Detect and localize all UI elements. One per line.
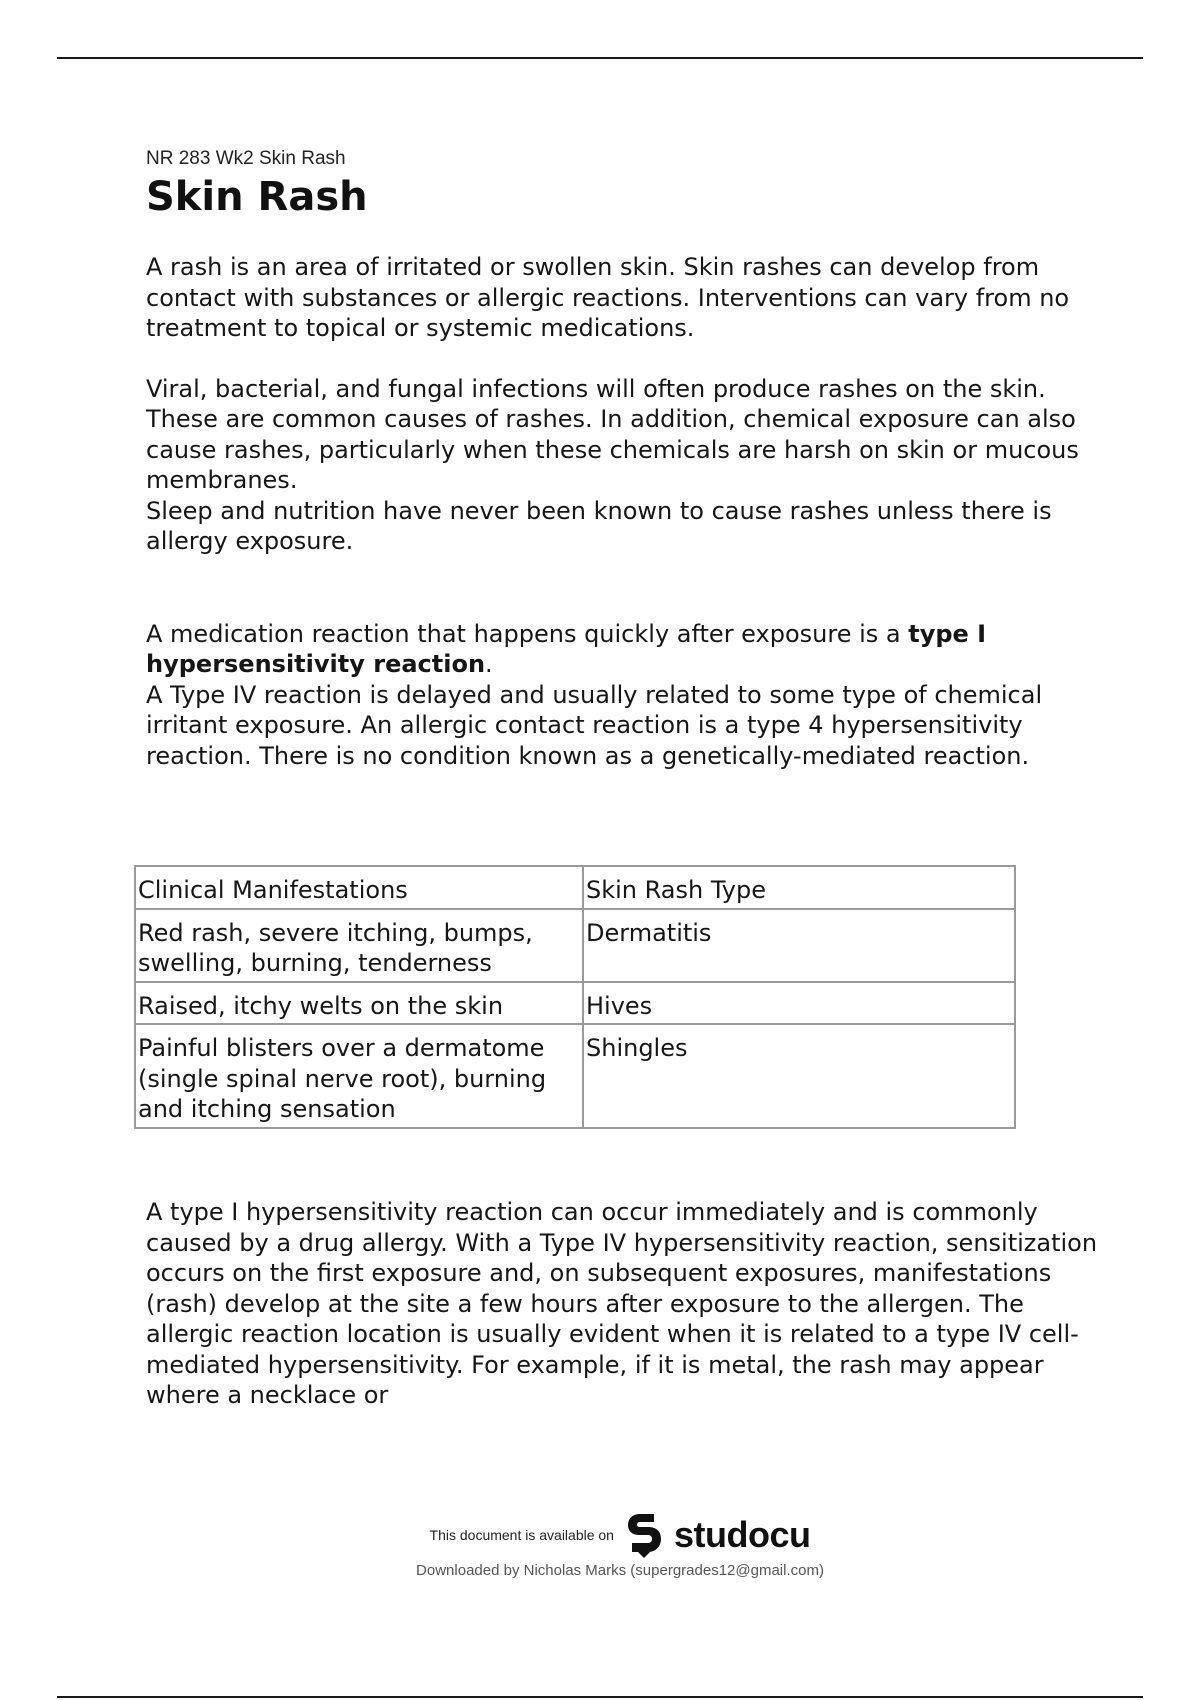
paragraph-rash-definition: A rash is an area of irritated or swollen skin. Skin rashes can develop from contact with substances or allergic reactions. Interventions can vary from no treatment to topical or systemic medications.	[146, 253, 1070, 342]
studocu-logo-link[interactable]	[624, 1510, 811, 1560]
type-i-bold-term: type I hypersensitivity reaction	[146, 619, 987, 678]
paragraph-sleep-nutrition: Sleep and nutrition have never been known to cause rashes unless there is allergy exposure.	[146, 496, 1052, 555]
table-cell: Dermatitis	[583, 909, 1015, 982]
downloaded-by-text: Downloaded by Nicholas Marks (supergrades12@gmail.com)	[416, 1562, 824, 1579]
table-cell: Raised, itchy welts on the skin	[135, 982, 583, 1025]
skin-rash-table	[134, 865, 1016, 1129]
table-row	[135, 982, 1015, 1025]
bottom-divider	[57, 1696, 1143, 1698]
document-body-continued	[146, 1197, 1106, 1411]
page-title: Skin Rash	[146, 174, 368, 220]
availability-row	[430, 1510, 811, 1560]
type-i-text-before: A medication reaction that happens quickly after exposure is a	[146, 619, 909, 648]
table-header-cell: Skin Rash Type	[583, 866, 1015, 909]
table-row	[135, 1024, 1015, 1128]
paragraph-type-i-reaction	[146, 619, 1106, 680]
table-cell: Shingles	[583, 1024, 1015, 1128]
studocu-logo-icon	[624, 1510, 670, 1560]
table-cell: Hives	[583, 982, 1015, 1025]
paragraph-rash-causes: Viral, bacterial, and fungal infections will often produce rashes on the skin. These are common causes of rashes. In addition, chemical exposure can also cause rashes, particularly when these chemicals are harsh on skin or mucous membranes.	[146, 374, 1079, 494]
paragraph-type-iv-reaction: A Type IV reaction is delayed and usually related to some type of chemical irritant exposure. An allergic contact reaction is a type 4 hypersensitivity reaction. There is no condition known as a genetically-mediated reaction.	[146, 680, 1043, 770]
table-cell: Red rash, severe itching, bumps, swelling, burning, tenderness	[135, 909, 583, 982]
table-header-row	[135, 866, 1015, 909]
type-i-text-after: .	[485, 650, 493, 678]
top-divider	[57, 57, 1143, 59]
availability-text: This document is available on	[429, 1527, 614, 1543]
document-body	[146, 148, 1106, 771]
paragraph-hypersensitivity-detail: A type I hypersensitivity reaction can occur immediately and is commonly caused by a drug allergy. With a Type IV hypersensitivity reaction, sensitization occurs on the first exposure and, on subsequent exposures, manifestations (rash) develop at the site a few hours after exposure to the allergen. The allergic reaction location is usually evident when it is related to a type IV cell-mediated hypersensitivity. For example, if it is metal, the rash may appear where a necklace or	[146, 1198, 1098, 1409]
table-header-cell: Clinical Manifestations	[135, 866, 583, 909]
course-label: NR 283 Wk2 Skin Rash	[146, 148, 346, 169]
table-cell: Painful blisters over a dermatome (single spinal nerve root), burning and itching sensation	[135, 1024, 583, 1128]
studocu-logo-text: studocu	[673, 1514, 811, 1555]
footer	[0, 1510, 1200, 1579]
table-row	[135, 909, 1015, 982]
